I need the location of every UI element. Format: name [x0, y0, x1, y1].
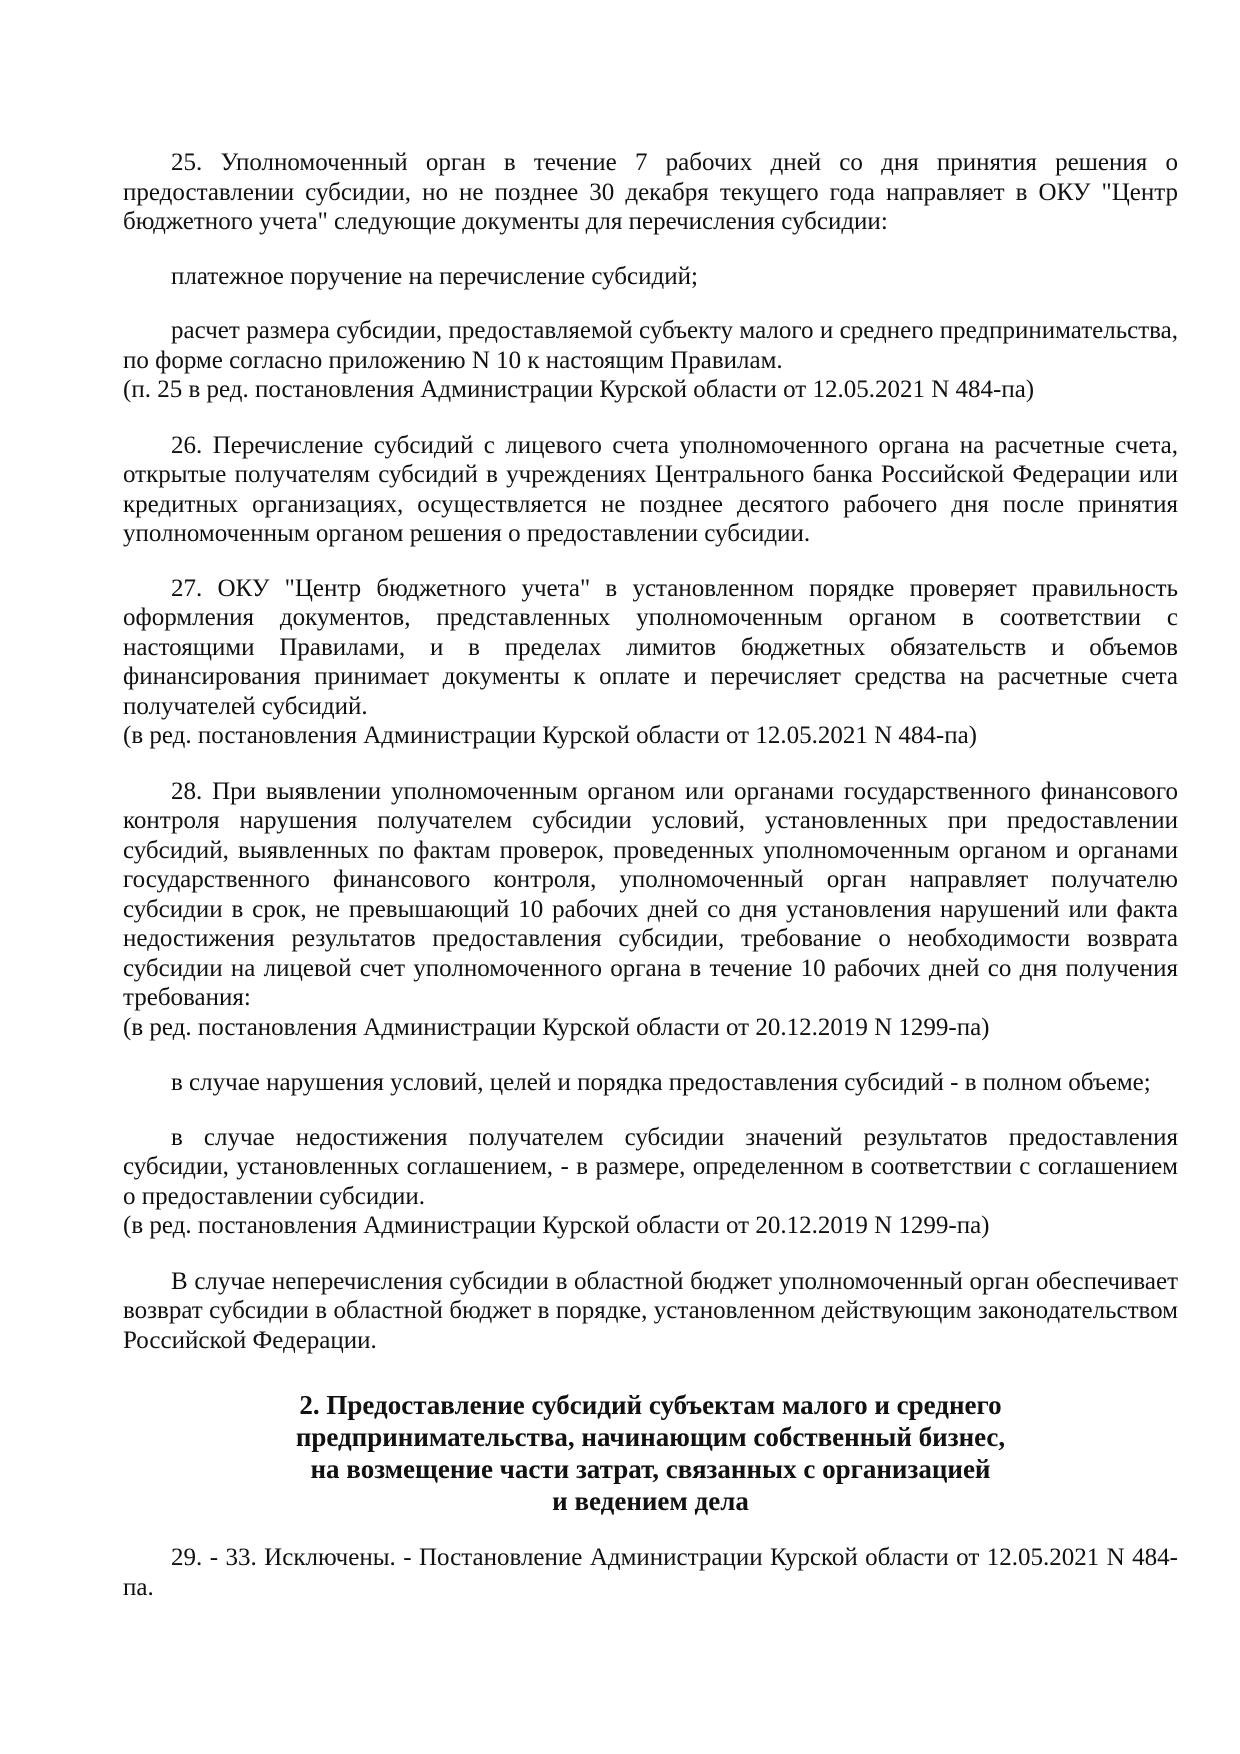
section-heading [123, 1389, 1178, 1517]
paragraph-28-item-2: в случае недостижения получателем субсидии значений результатов предоставления субсидии, установленных соглашением, - в размере, определенном в соответствии с соглашением о предоставлении субсидии. [123, 1123, 1178, 1210]
paragraph-25: 25. Уполномоченный орган в течение 7 рабочих дней со дня принятия решения о предоставлении субсидии, но не позднее 30 декабря текущего года направляет в ОКУ "Центр бюджетного учета" следующие документы для перечисления субсидии: [123, 149, 1178, 235]
paragraph-25-item-2: расчет размера субсидии, предоставляемой субъекту малого и среднего предпринимательства, по форме согласно приложению N 10 к настоящим Правилам. [123, 317, 1178, 374]
section-heading-line: предпринимательства, начинающим собственный бизнес, [295, 1422, 1006, 1452]
amendment-note: (п. 25 в ред. постановления Администрации Курской области от 12.05.2021 N 484-па) [123, 376, 1035, 403]
amendment-note: (в ред. постановления Администрации Курской области от 20.12.2019 N 1299-па) [123, 1212, 990, 1239]
paragraph-28: 28. При выявлении уполномоченным органом или органами государственного финансового контроля нарушения получателем субсидии условий, установленных при предоставлении субсидий, выявленных по фактам проверок, проведенных уполномоченным органом и органами государственного финансового контроля, уполномоченный орган направляет получателю субсидии в срок, не превышающий 10 рабочих дней со дня установления нарушений или факта недостижения результатов предоставления субсидии, требование о необходимости возврата субсидии на лицевой счет уполномоченного органа в течение 10 рабочих дней со дня получения требования: [123, 777, 1178, 1011]
amendment-note: (в ред. постановления Администрации Курской области от 20.12.2019 N 1299-па) [123, 1013, 990, 1041]
paragraph-27: 27. ОКУ "Центр бюджетного учета" в установленном порядке проверяет правильность оформления документов, представленных уполномоченным органом в соответствии с настоящими Правилами, и в пределах лимитов бюджетных обязательств и объемов финансирования принимает документы к оплате и перечисляет средства на расчетные счета получателей субсидий. [123, 574, 1178, 720]
paragraph-26: 26. Перечисление субсидий с лицевого счета уполномоченного органа на расчетные счета, открытые получателям субсидий в учреждениях Центрального банка Российской Федерации или кредитных организациях, осуществляется не позднее десятого рабочего дня после принятия уполномоченным органом решения о предоставлении субсидии. [123, 431, 1178, 547]
paragraph-28-return: В случае неперечисления субсидии в областной бюджет уполномоченный орган обеспечивает возврат субсидии в областной бюджет в порядке, установленном действующим законодательством Российской Федерации. [123, 1267, 1178, 1354]
paragraph-25-item-1: платежное поручение на перечисление субсидий; [171, 262, 698, 290]
section-heading-line: и ведением дела [552, 1486, 749, 1516]
section-heading-line: 2. Предоставление субсидий субъектам малого и среднего [299, 1390, 1002, 1420]
paragraph-29-33: 29. - 33. Исключены. - Постановление Администрации Курской области от 12.05.2021 N 484-па. [123, 1544, 1178, 1601]
document-page [123, 148, 1178, 1627]
section-heading-line: на возмещение части затрат, связанных с организацией [310, 1454, 991, 1484]
paragraph-28-item-1: в случае нарушения условий, целей и порядка предоставления субсидий - в полном объеме; [171, 1069, 1151, 1096]
amendment-note: (в ред. постановления Администрации Курской области от 12.05.2021 N 484-па) [123, 722, 978, 749]
